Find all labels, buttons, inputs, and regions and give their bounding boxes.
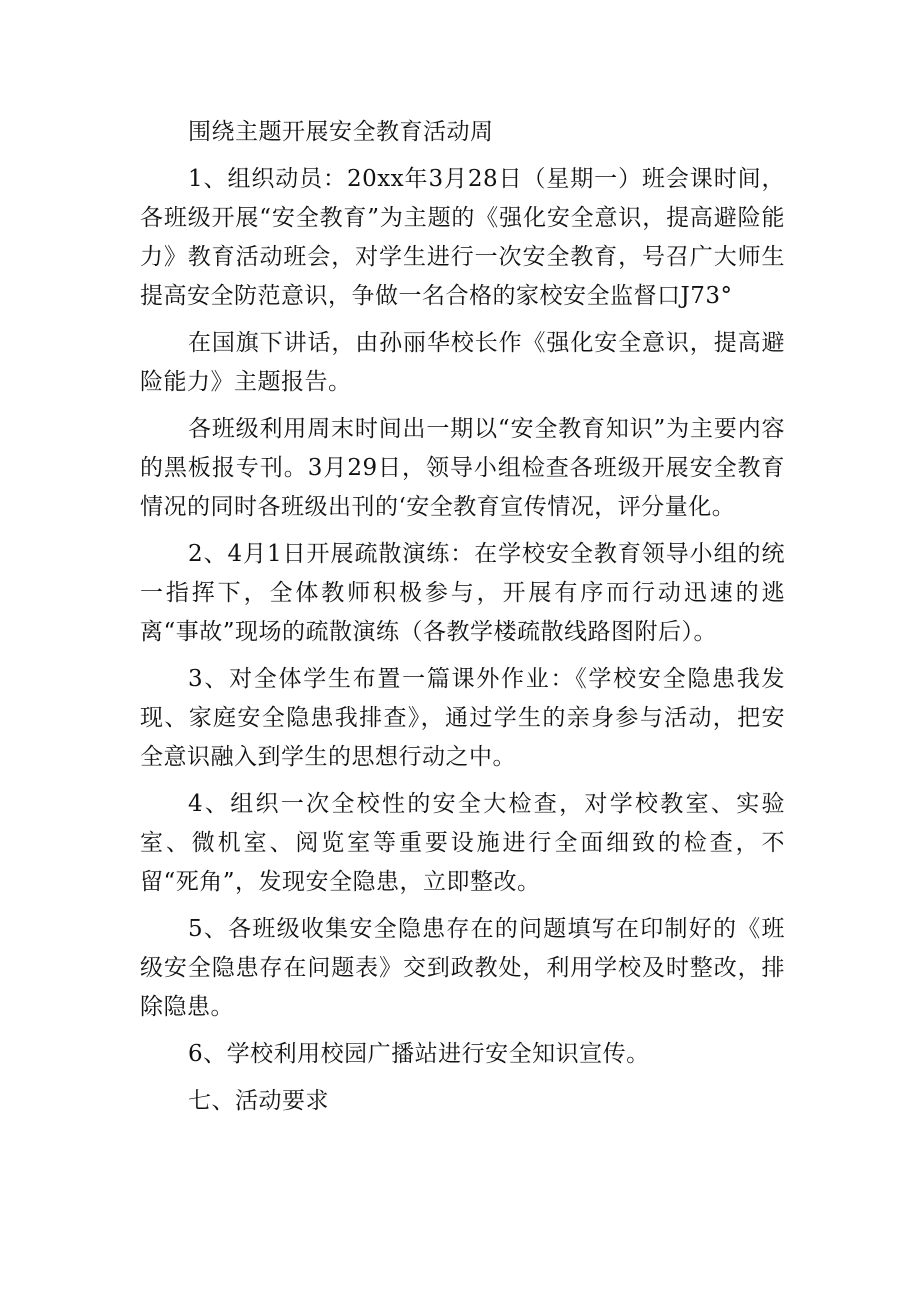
paragraph-item-1: 1、组织动员：20xx年3月28日（星期一）班会课时间，各班级开展“安全教育”为主题的《强化安全意识，提高避险能力》教育活动班会，对学生进行一次安全教育，号召广大师生提高安全防范意识，争做一名合格的家校安全监督口J73° (140, 166, 785, 309)
paragraph-flag-speech: 在国旗下讲话，由孙丽华校长作《强化安全意识，提高避险能力》主题报告。 (140, 330, 785, 395)
paragraph-item-6: 6、学校利用校园广播站进行安全知识宣传。 (188, 1041, 650, 1067)
paragraph-blackboard: 各班级利用周末时间出一期以“安全教育知识”为主要内容的黑板报专刊。3月29日，领导小组检查各班级开展安全教育情况的同时各班级出刊的‘安全教育宣传情况，评分量化。 (140, 416, 785, 520)
paragraph-item-4: 4、组织一次全校性的安全大检查，对学校教室、实验室、微机室、阅览室等重要设施进行全面细致的检查，不留“死角”，发现安全隐患，立即整改。 (140, 791, 785, 895)
paragraph-item-3: 3、对全体学生布置一篇课外作业：《学校安全隐患我发现、家庭安全隐患我排查》，通过学生的亲身参与活动，把安全意识融入到学生的思想行动之中。 (140, 666, 785, 770)
paragraph-item-2: 2、4月1日开展疏散演练：在学校安全教育领导小组的统一指挥下，全体教师积极参与，开展有序而行动迅速的逃离“事故”现场的疏散演练（各教学楼疏散线路图附后）。 (140, 541, 785, 645)
paragraph-item-5: 5、各班级收集安全隐患存在的问题填写在印制好的《班级安全隐患存在问题表》交到政教处，利用学校及时整改，排除隐患。 (140, 916, 785, 1020)
paragraph-heading: 围绕主题开展安全教育活动周 (188, 119, 494, 145)
section-heading-requirements: 七、活动要求 (188, 1088, 329, 1114)
document-page (140, 113, 785, 1129)
